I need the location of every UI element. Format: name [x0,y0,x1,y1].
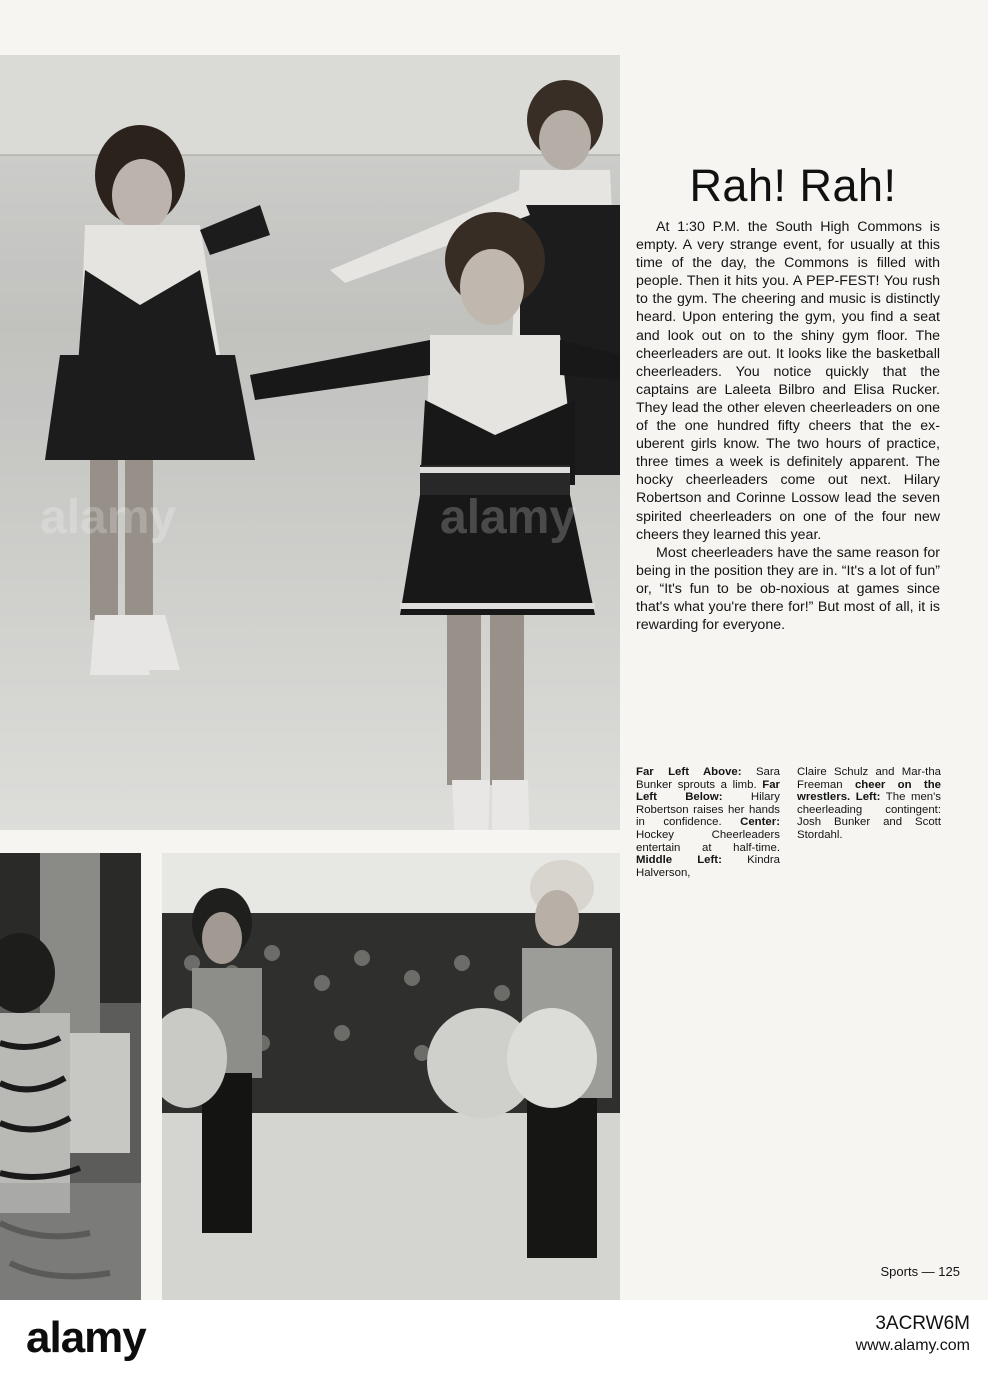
caption-text: The men's cheerleading contingent: Josh Bunker and Scott Stordahl. [797,791,941,841]
watermark-overlay: alamy [440,491,577,544]
caption-column-1 [636,766,780,879]
article-headline: Rah! Rah! [689,160,897,211]
photo-tiger-mascot [0,853,141,1300]
watermark-logo: alamy [26,1313,146,1362]
photo-captions [636,766,942,879]
watermark-image-id: 3ACRW6M [875,1313,970,1334]
watermark-id [730,1313,970,1357]
caption-text: Kindra Halverson, [636,854,781,879]
watermark-url: www.alamy.com [855,1337,970,1354]
caption-column-2 [797,766,941,879]
photo-hockey-cheerleaders [0,55,620,830]
page-folio: Sports — 125 [880,1264,960,1279]
caption-text: Hockey Cheerleaders entertain at half-time. [636,828,780,854]
photo-mens-cheerleaders-image [162,853,620,1300]
caption-label: Middle Left: [636,854,722,867]
caption-text: Claire Schulz and Mar-tha Freeman [797,766,941,791]
caption-text-bold: cheer on the wrestlers. [797,778,941,804]
article-body [636,218,940,634]
caption-label: Far Left Above: [636,766,742,778]
watermark-overlay: alamy [40,491,177,544]
photo-mens-cheerleaders [162,853,620,1300]
caption-label: Center: [740,816,780,829]
caption-label: Left: [855,791,881,804]
photo-tiger-mascot-image [0,853,141,1300]
photo-hockey-cheerleaders-image [0,55,620,830]
article-paragraph: Most cheerleaders have the same reason for being in the position they are in. “It's a lot of fun” or, “It's fun to be ob-noxious at games since that's what you're there for!” But most of all, it is rewarding for everyone. [636,544,940,634]
article-paragraph: At 1:30 P.M. the South High Commons is empty. A very strange event, for usually at this time of the day, the Commons is filled with people. Then it hits you. A PEP-FEST! You rush to the gym. The cheering and music is distinctly heard. Upon entering the gym, you find a seat and look out on to the shiny gym floor. The cheerleaders are out. It looks like the basketball cheerleaders. You notice quickly that the captains are Laleeta Bilbro and Elisa Rucker. They lead the other eleven cheerleaders on one of the one hundred fifty cheers that the ex-uberent girls know. The two hours of practice, three times a week is definitely apparent. The hocky cheerleaders come out next. Hilary Robertson and Corinne Lossow lead the seven spirited cheerleaders on one of the four new cheers they learned this year. [636,219,940,543]
caption-text: Sara Bunker sprouts a limb. [636,766,780,791]
caption-text: Hilary Robertson raises her hands in confidence. [636,791,780,829]
caption-label: Far Left Below: [636,778,780,804]
